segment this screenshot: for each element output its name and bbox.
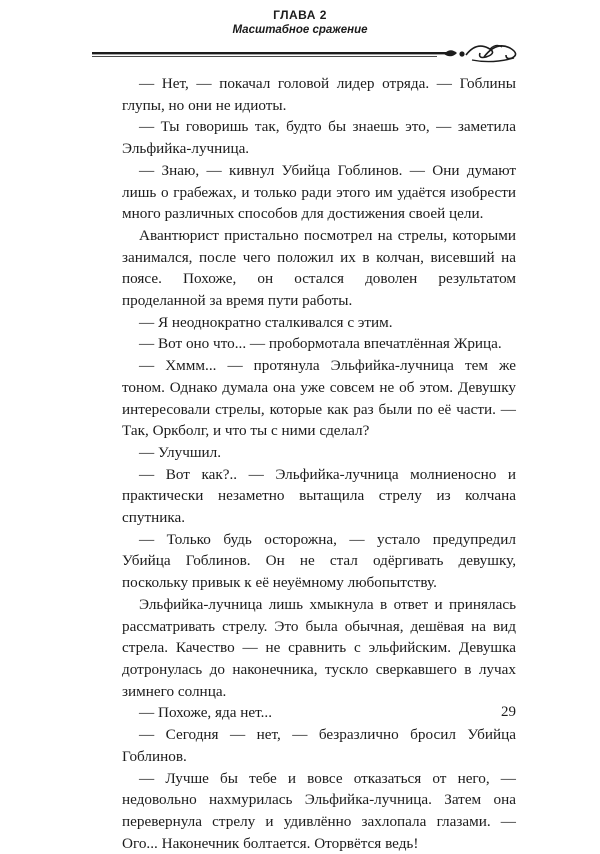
page-number: 29 [474, 704, 516, 721]
paragraph: — Улучшил. [122, 442, 516, 464]
running-header [0, 8, 600, 38]
paragraph: Авантюрист пристально посмотрел на стрелы, которыми занимался, после чего положил их в колчан, висевший на поясе. Похоже, он остался доволен результатом проделанной за время пути работы. [122, 225, 516, 312]
paragraph: — Вот как?.. — Эльфийка-лучница молниеносно и практически незаметно вытащила стрелу из колчана спутника. [122, 464, 516, 529]
paragraph: — Вот оно что... — пробормотала впечатлённая Жрица. [122, 333, 516, 355]
paragraph: — Лучше бы тебе и вовсе отказаться от него, — недовольно нахмурилась Эльфийка-лучница. Затем она перевернула стрелу и удивлённо захлопала глазами. — Ого... Наконечник болтается. Оторвётся ведь! [122, 768, 516, 854]
paragraph: — Только будь осторожна, — устало предупредил Убийца Гоблинов. Он не стал одёргивать девушку, поскольку привык к её неуёмному любопытству. [122, 529, 516, 594]
paragraph: — Сегодня — нет, — безразлично бросил Убийца Гоблинов. [122, 724, 516, 767]
paragraph: — Знаю, — кивнул Убийца Гоблинов. — Они думают лишь о грабежах, и только ради этого им удаётся изобрести много различных способов для достижения своей цели. [122, 160, 516, 225]
body-text [122, 73, 516, 854]
paragraph: — Похоже, яда нет... [122, 702, 516, 724]
paragraph: — Ты говоришь так, будто бы знаешь это, — заметила Эльфийка-лучница. [122, 116, 516, 159]
paragraph: — Нет, — покачал головой лидер отряда. — Гоблины глупы, но они не идиоты. [122, 73, 516, 116]
chapter-subtitle: Масштабное сражение [0, 23, 600, 38]
chapter-title: ГЛАВА 2 [0, 8, 600, 23]
paragraph: Эльфийка-лучница лишь хмыкнула в ответ и принялась рассматривать стрелу. Это была обычная, дешёвая на вид стрела. Качество — не сравнить с эльфийским. Девушка дотронулась до наконечника, тускло сверкавшего в лучах зимнего солнца. [122, 594, 516, 703]
paragraph: — Хммм... — протянула Эльфийка-лучница тем же тоном. Однако думала она уже совсем не об этом. Девушку интересовали стрелы, которые как раз были по её части. — Так, Оркболг, и что ты с ними сделал? [122, 355, 516, 442]
flourish-divider-icon [92, 42, 520, 66]
paragraph: — Я неоднократно сталкивался с этим. [122, 312, 516, 334]
